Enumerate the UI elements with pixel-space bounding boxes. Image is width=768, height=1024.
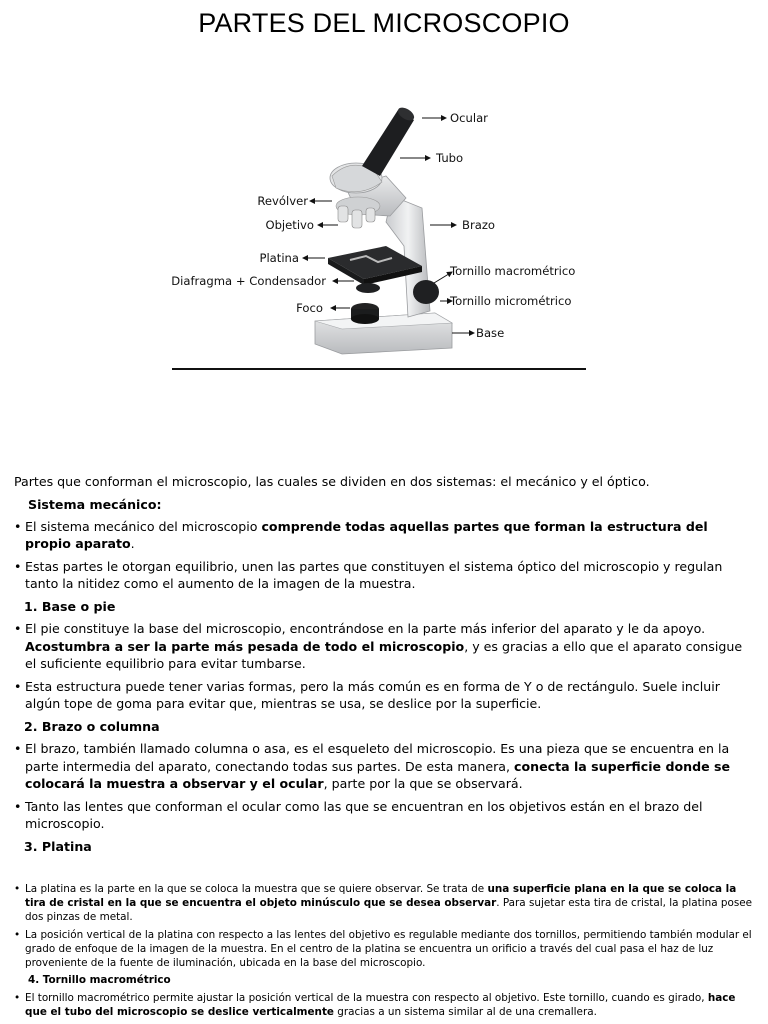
bullet-text: , parte por la que se observará. [323,776,523,791]
bullet-dot: • [14,929,21,941]
platina-section [14,882,756,1019]
bullet-text: El sistema mecánico del microscopio [25,518,262,534]
bullet-text: gracias a un sistema similar al de una cremallera. [333,1006,597,1018]
bullet-item [14,558,756,593]
bullet-bold-text: hace que el tubo del microscopio se deslice verticalmente [25,992,736,1018]
bullet-item [14,678,756,713]
section-heading-base: 1. Base o pie [24,598,116,614]
bullet-dot: • [14,992,21,1004]
bullet-text: . Para sujetar esta tira de cristal, la platina posee dos pinzas de metal. [25,897,753,923]
bullet-bold-text: una superficie plana en la que se coloca la tira de cristal en la que se encuentra el objeto minúsculo que se desea observar [25,883,737,909]
microscope-illustration [160,96,600,376]
bullet-text: . [130,536,135,551]
bullet-text: Tanto las lentes que conforman el ocular como las que se encuentran en los objetivos están en el brazo del microscopio. [25,798,703,831]
bullet-item [14,991,756,1019]
bullet-text: El tornillo macrométrico permite ajustar la posición vertical de la muestra con respecto al objetivo. Este tornillo, cuando es girado, [25,992,708,1004]
label-revolver: Revólver [257,194,308,208]
sistema-mecanico-section [14,496,756,855]
bullet-dot: • [14,883,21,895]
label-base: Base [476,326,505,340]
section-heading-sistema-mecanico: Sistema mecánico: [28,497,162,512]
bullet-dot: • [14,621,22,636]
bullet-text: La platina es la parte en la que se coloca la muestra que se quiere observar. Se trata de [25,883,488,895]
bullet-text: La posición vertical de la platina con respecto a las lentes del objetivo es regulable mediante dos tornillos, permitiendo también modular el grado de enfoque de la imagen de la muestra. En el centro de la platina se encuentra un orificio a través del cual pasa el haz de luz proveniente de la fuente de iluminación, ubicada en la base del microscopio. [25,929,752,969]
label-tubo: Tubo [436,151,464,165]
bullet-text: , y es gracias a ello que el aparato consigue el suficiente equilibrio para evitar tumbarse. [25,638,743,671]
bullet-text: Estas partes le otorgan equilibrio, unen las partes que constituyen el sistema óptico del microscopio y regulan tanto la nitidez como el aumento de la imagen de la muestra. [25,558,723,591]
section-heading-tornillo-macro: 4. Tornillo macrométrico [28,974,171,986]
label-ocular: Ocular [450,111,488,125]
label-objetivo: Objetivo [265,218,314,232]
bullet-dot: • [14,741,22,756]
label-diafragma: Diafragma + Condensador [171,274,326,288]
bullet-bold-text: conecta la superficie donde se colocará la muestra a observar y el ocular [25,758,731,791]
label-platina: Platina [259,251,299,265]
bullet-item [14,740,756,793]
bullet-item [14,518,756,553]
intro-paragraph: Partes que conforman el microscopio, las cuales se dividen en dos sistemas: el mecánico y el óptico. [14,474,650,489]
bullet-text: El pie constituye la base del microscopio, encontrándose en la parte más inferior del aparato y le da apoyo. [25,621,706,636]
bullet-dot: • [14,558,22,574]
microscope-diagram [160,96,600,376]
bullet-item [14,798,756,833]
bullet-item [14,882,756,924]
label-tornillo-macro: Tornillo macrométrico [450,264,576,278]
label-brazo: Brazo [462,218,496,232]
bullet-dot: • [14,518,22,534]
section-heading-brazo: 2. Brazo o columna [24,718,160,734]
bullet-dot: • [14,798,22,814]
bullet-text: Esta estructura puede tener varias formas, pero la más común es en forma de Y o de rectángulo. Suele incluir algún tope de goma para evitar que, mientras se usa, se deslice por la superficie. [25,678,720,711]
bullet-item [14,620,756,673]
label-foco: Foco [296,301,323,315]
label-tornillo-micro: Tornillo micrométrico [450,294,572,308]
bullet-bold-text: Acostumbra a ser la parte más pesada de todo el microscopio [25,638,465,654]
page-title: PARTES DEL MICROSCOPIO [198,8,570,38]
section-heading-platina: 3. Platina [24,838,92,854]
bullet-text: El brazo, también llamado columna o asa, es el esqueleto del microscopio. Es una pieza que se encuentra en la parte intermedia del aparato, conectando todas sus partes. De esta manera, [25,741,730,774]
bullet-dot: • [14,678,22,694]
bullet-item [14,928,756,970]
divider-line [172,368,586,370]
bullet-bold-text: comprende todas aquellas partes que forman la estructura del propio aparato [25,518,708,551]
